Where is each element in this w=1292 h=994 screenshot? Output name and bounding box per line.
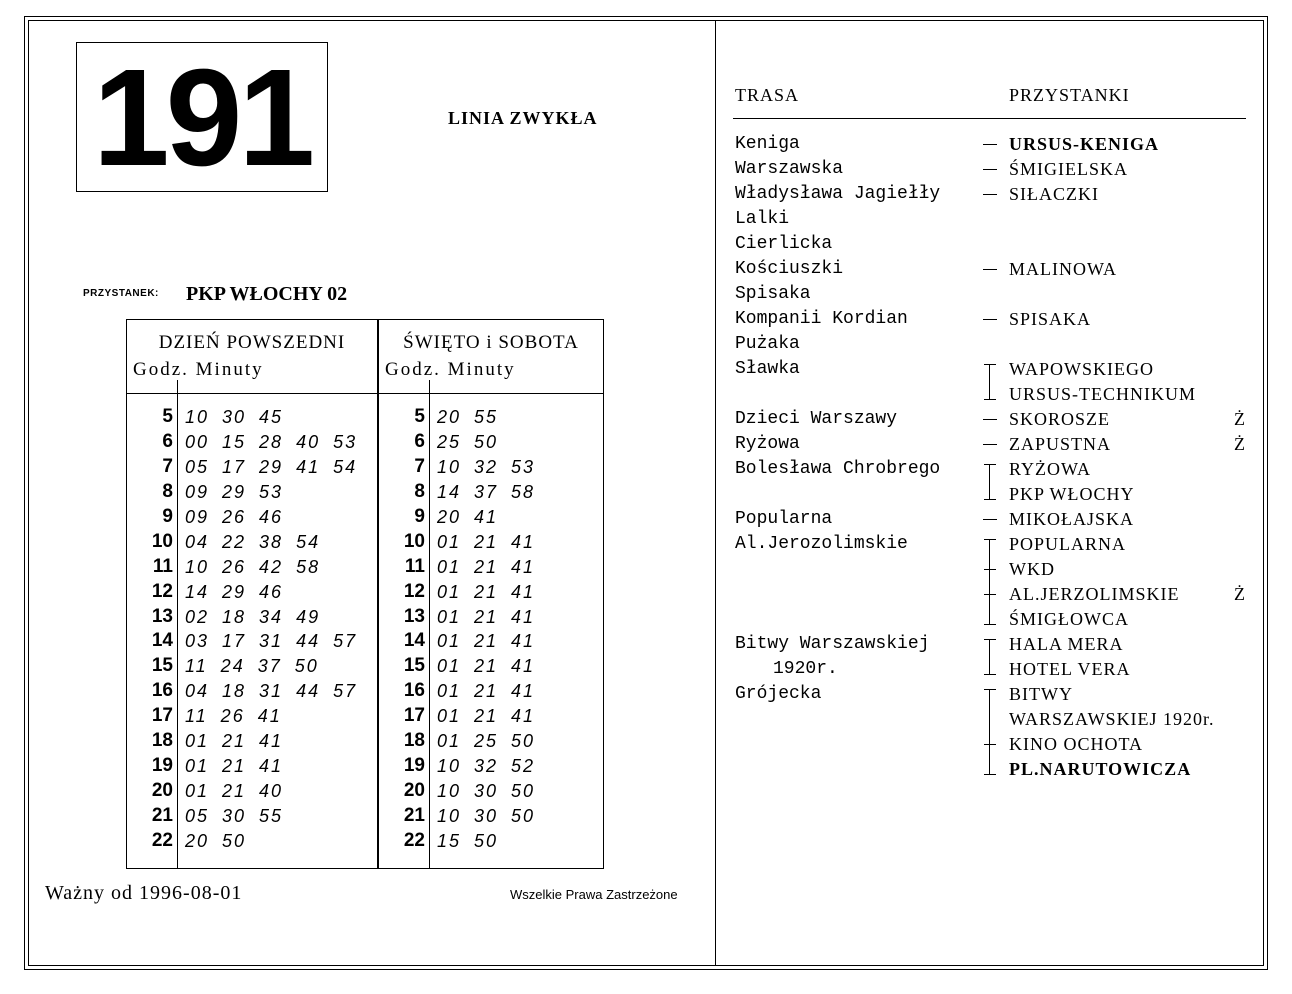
table-row xyxy=(379,780,603,805)
hour-cell: 16 xyxy=(151,680,173,702)
minutes-cell: 01 21 41 xyxy=(437,556,536,577)
route-stop: WKD xyxy=(1009,559,1055,579)
bracket-tick xyxy=(984,639,996,640)
table-row xyxy=(127,630,377,655)
minutes-cell: 01 21 40 xyxy=(185,781,284,802)
minutes-cell: 01 21 41 xyxy=(437,681,536,702)
hour-cell: 21 xyxy=(151,805,173,826)
route-street: Dzieci Warszawy xyxy=(735,409,898,429)
stop-dash xyxy=(983,419,997,420)
minutes-cell: 10 30 50 xyxy=(437,806,536,826)
route-stop: HALA MERA xyxy=(1009,634,1124,654)
route-stop: WARSZAWSKIEJ 1920r. xyxy=(1009,709,1215,729)
route-street: 1920r. xyxy=(773,659,838,679)
minutes-cell: 02 18 34 49 xyxy=(185,606,321,627)
stop-label: PRZYSTANEK: xyxy=(83,288,159,299)
table-row xyxy=(127,581,377,606)
stop-dash xyxy=(983,169,997,170)
table-row xyxy=(127,655,377,680)
route-stop: POPULARNA xyxy=(1009,534,1127,554)
route-stop: MALINOWA xyxy=(1009,259,1117,279)
route-street: Pużaka xyxy=(735,334,800,354)
holiday-rows xyxy=(379,406,603,855)
table-row xyxy=(127,780,377,805)
hour-cell: 5 xyxy=(414,406,425,427)
stop-dash xyxy=(983,319,997,320)
route-stop: SKOROSZE xyxy=(1009,409,1111,429)
minutes-cell: 09 29 53 xyxy=(185,481,284,502)
table-row xyxy=(127,431,377,456)
weekday-header xyxy=(127,320,377,394)
route-stop: URSUS-KENIGA xyxy=(1009,134,1160,154)
hour-cell: 15 xyxy=(403,655,425,677)
table-row xyxy=(127,406,377,431)
table-row xyxy=(379,606,603,631)
hour-cell: 20 xyxy=(403,780,425,802)
hour-cell: 15 xyxy=(151,655,173,677)
hour-cell: 16 xyxy=(403,680,425,702)
stop-name: PKP WŁOCHY 02 xyxy=(186,283,348,305)
route-street: Cierlicka xyxy=(735,234,833,254)
table-row xyxy=(127,830,377,855)
stop-dash xyxy=(983,519,997,520)
minutes-cell: 01 21 41 xyxy=(437,581,536,602)
route-street: Keniga xyxy=(735,134,800,154)
route-street: Lalki xyxy=(735,209,790,229)
table-row xyxy=(127,705,377,730)
request-stop-flag: Ż xyxy=(1234,409,1245,429)
hour-cell: 13 xyxy=(403,605,425,627)
route-street: Władysława Jagiełły xyxy=(735,184,941,204)
minutes-cell: 04 22 38 54 xyxy=(185,531,321,552)
line-number-box xyxy=(76,41,328,195)
bracket-tick xyxy=(984,774,996,775)
hour-cell: 6 xyxy=(414,430,425,452)
hour-cell: 8 xyxy=(414,480,425,502)
minutes-cell: 20 55 xyxy=(437,407,499,427)
weekday-rows xyxy=(127,406,377,855)
table-row xyxy=(379,431,603,456)
hour-cell: 13 xyxy=(151,605,173,627)
hour-cell: 9 xyxy=(414,505,425,527)
header-rule xyxy=(733,118,1246,119)
table-row xyxy=(127,755,377,780)
route-stop: RYŻOWA xyxy=(1009,459,1091,479)
minutes-cell: 03 17 31 44 57 xyxy=(185,631,358,652)
bracket-tick xyxy=(984,464,996,465)
route-stop: ŚMIGIELSKA xyxy=(1009,159,1129,179)
minutes-cell: 10 32 52 xyxy=(437,756,536,777)
table-row xyxy=(379,830,603,855)
route-stop: ŚMIGŁOWCA xyxy=(1009,609,1129,629)
minutes-cell: 20 50 xyxy=(185,830,247,851)
hour-cell: 21 xyxy=(403,805,425,826)
route-stop: MIKOŁAJSKA xyxy=(1009,509,1135,529)
route-stop: HOTEL VERA xyxy=(1009,659,1131,679)
minutes-cell: 05 17 29 41 54 xyxy=(185,456,358,477)
minutes-cell: 10 30 50 xyxy=(437,781,536,802)
table-row xyxy=(127,506,377,531)
minutes-cell: 01 21 41 xyxy=(437,656,536,677)
hour-cell: 14 xyxy=(403,630,425,652)
route-street: Popularna xyxy=(735,509,833,529)
holiday-timetable xyxy=(378,319,604,869)
bracket-tick xyxy=(984,624,996,625)
table-row xyxy=(127,606,377,631)
hour-cell: 10 xyxy=(403,530,425,552)
route-street: Spisaka xyxy=(735,284,811,304)
stop-bracket xyxy=(989,464,990,499)
hour-cell: 20 xyxy=(151,780,173,802)
minutes-cell: 01 25 50 xyxy=(437,731,536,752)
stop-bracket xyxy=(989,639,990,674)
minutes-cell: 05 30 55 xyxy=(185,806,284,826)
hour-cell: 14 xyxy=(151,630,173,652)
table-row xyxy=(127,456,377,481)
minutes-cell: 01 21 41 xyxy=(437,531,536,552)
minutes-cell: 15 50 xyxy=(437,830,499,851)
stop-dash xyxy=(983,144,997,145)
stop-dash xyxy=(983,194,997,195)
table-row xyxy=(127,680,377,705)
bracket-tick xyxy=(984,539,996,540)
stop-dash xyxy=(983,444,997,445)
table-row xyxy=(379,755,603,780)
minutes-cell: 11 24 37 50 xyxy=(185,656,319,677)
minutes-cell: 10 30 45 xyxy=(185,407,284,427)
holiday-subtitle: Godz. Minuty xyxy=(385,359,516,380)
route-stop: AL.JERZOLIMSKIE xyxy=(1009,584,1180,604)
page-divider xyxy=(715,20,716,966)
hour-cell: 19 xyxy=(151,755,173,777)
bracket-tick xyxy=(984,594,996,595)
bracket-tick xyxy=(984,744,996,745)
route-stop: KINO OCHOTA xyxy=(1009,734,1144,754)
table-row xyxy=(379,556,603,581)
table-row xyxy=(379,705,603,730)
valid-from: Ważny od 1996-08-01 xyxy=(45,882,243,904)
hour-cell: 19 xyxy=(403,755,425,777)
stop-bracket xyxy=(989,689,990,774)
stop-bracket xyxy=(989,539,990,624)
request-stop-flag: Ż xyxy=(1234,584,1245,604)
hour-cell: 22 xyxy=(151,829,173,851)
hour-cell: 7 xyxy=(414,455,425,477)
route-header: TRASA xyxy=(735,85,800,105)
route-stop: WAPOWSKIEGO xyxy=(1009,359,1154,379)
table-row xyxy=(127,531,377,556)
minutes-cell: 01 21 41 xyxy=(185,756,284,777)
bracket-tick xyxy=(984,569,996,570)
route-street: Sławka xyxy=(735,359,800,379)
minutes-cell: 14 37 58 xyxy=(437,481,536,502)
minutes-cell: 10 26 42 58 xyxy=(185,556,321,577)
line-number: 191 xyxy=(92,41,312,195)
route-street: Kościuszki xyxy=(735,259,844,279)
hour-cell: 9 xyxy=(162,505,173,527)
hour-cell: 12 xyxy=(403,580,425,602)
hour-cell: 18 xyxy=(151,730,173,752)
hour-cell: 5 xyxy=(162,406,173,427)
table-row xyxy=(127,805,377,830)
hour-cell: 8 xyxy=(162,480,173,502)
holiday-header xyxy=(379,320,603,394)
hour-cell: 6 xyxy=(162,430,173,452)
bracket-tick xyxy=(984,689,996,690)
holiday-title: ŚWIĘTO i SOBOTA xyxy=(403,332,579,353)
route-street: Kompanii Kordian xyxy=(735,309,908,329)
bracket-tick xyxy=(984,499,996,500)
route-stop: PKP WŁOCHY xyxy=(1009,484,1135,504)
minutes-cell: 01 21 41 xyxy=(185,731,284,752)
table-row xyxy=(379,680,603,705)
table-row xyxy=(379,456,603,481)
route-stop: SIŁACZKI xyxy=(1009,184,1099,204)
table-row xyxy=(379,805,603,830)
stop-bracket xyxy=(989,364,990,399)
line-type: LINIA ZWYKŁA xyxy=(448,108,598,128)
table-row xyxy=(379,655,603,680)
copyright-notice: Wszelkie Prawa Zastrzeżone xyxy=(510,887,678,902)
route-street: Grójecka xyxy=(735,684,822,704)
minutes-cell: 01 21 41 xyxy=(437,631,536,652)
table-row xyxy=(127,556,377,581)
route-street: Warszawska xyxy=(735,159,844,179)
stop-dash xyxy=(983,269,997,270)
minutes-cell: 20 41 xyxy=(437,506,499,527)
hour-cell: 22 xyxy=(403,829,425,851)
minutes-cell: 25 50 xyxy=(437,431,499,452)
route-street: Bitwy Warszawskiej xyxy=(735,634,930,654)
route-stop: ZAPUSTNA xyxy=(1009,434,1112,454)
table-row xyxy=(127,730,377,755)
hour-cell: 12 xyxy=(151,580,173,602)
table-row xyxy=(379,730,603,755)
minutes-cell: 01 21 41 xyxy=(437,706,536,727)
table-row xyxy=(379,506,603,531)
bracket-tick xyxy=(984,364,996,365)
minutes-cell: 01 21 41 xyxy=(437,606,536,627)
route-street: Ryżowa xyxy=(735,434,800,454)
hour-cell: 17 xyxy=(151,705,173,727)
hour-cell: 7 xyxy=(162,455,173,477)
stops-header: PRZYSTANKI xyxy=(1009,85,1130,105)
route-stop: PL.NARUTOWICZA xyxy=(1009,759,1192,779)
minutes-cell: 11 26 41 xyxy=(185,706,282,727)
minutes-cell: 09 26 46 xyxy=(185,506,284,527)
route-stop: SPISAKA xyxy=(1009,309,1092,329)
bracket-tick xyxy=(984,674,996,675)
table-row xyxy=(379,581,603,606)
minutes-cell: 00 15 28 40 53 xyxy=(185,431,358,452)
weekday-timetable xyxy=(126,319,378,869)
route-street: Bolesława Chrobrego xyxy=(735,459,941,479)
hour-cell: 11 xyxy=(404,555,425,577)
weekday-subtitle: Godz. Minuty xyxy=(133,359,264,380)
bracket-tick xyxy=(984,399,996,400)
route-street: Al.Jerozolimskie xyxy=(735,534,908,554)
minutes-cell: 10 32 53 xyxy=(437,456,536,477)
table-row xyxy=(379,630,603,655)
table-row xyxy=(379,531,603,556)
hour-cell: 10 xyxy=(151,530,173,552)
request-stop-flag: Ż xyxy=(1234,434,1245,454)
minutes-cell: 04 18 31 44 57 xyxy=(185,681,358,702)
hour-cell: 11 xyxy=(152,555,173,577)
hour-cell: 17 xyxy=(403,705,425,727)
table-row xyxy=(127,481,377,506)
weekday-title: DZIEŃ POWSZEDNI xyxy=(158,332,346,353)
table-row xyxy=(379,481,603,506)
table-row xyxy=(379,406,603,431)
minutes-cell: 14 29 46 xyxy=(185,581,284,602)
route-stop: BITWY xyxy=(1009,684,1073,704)
route-stop: URSUS-TECHNIKUM xyxy=(1009,384,1197,404)
hour-cell: 18 xyxy=(403,730,425,752)
